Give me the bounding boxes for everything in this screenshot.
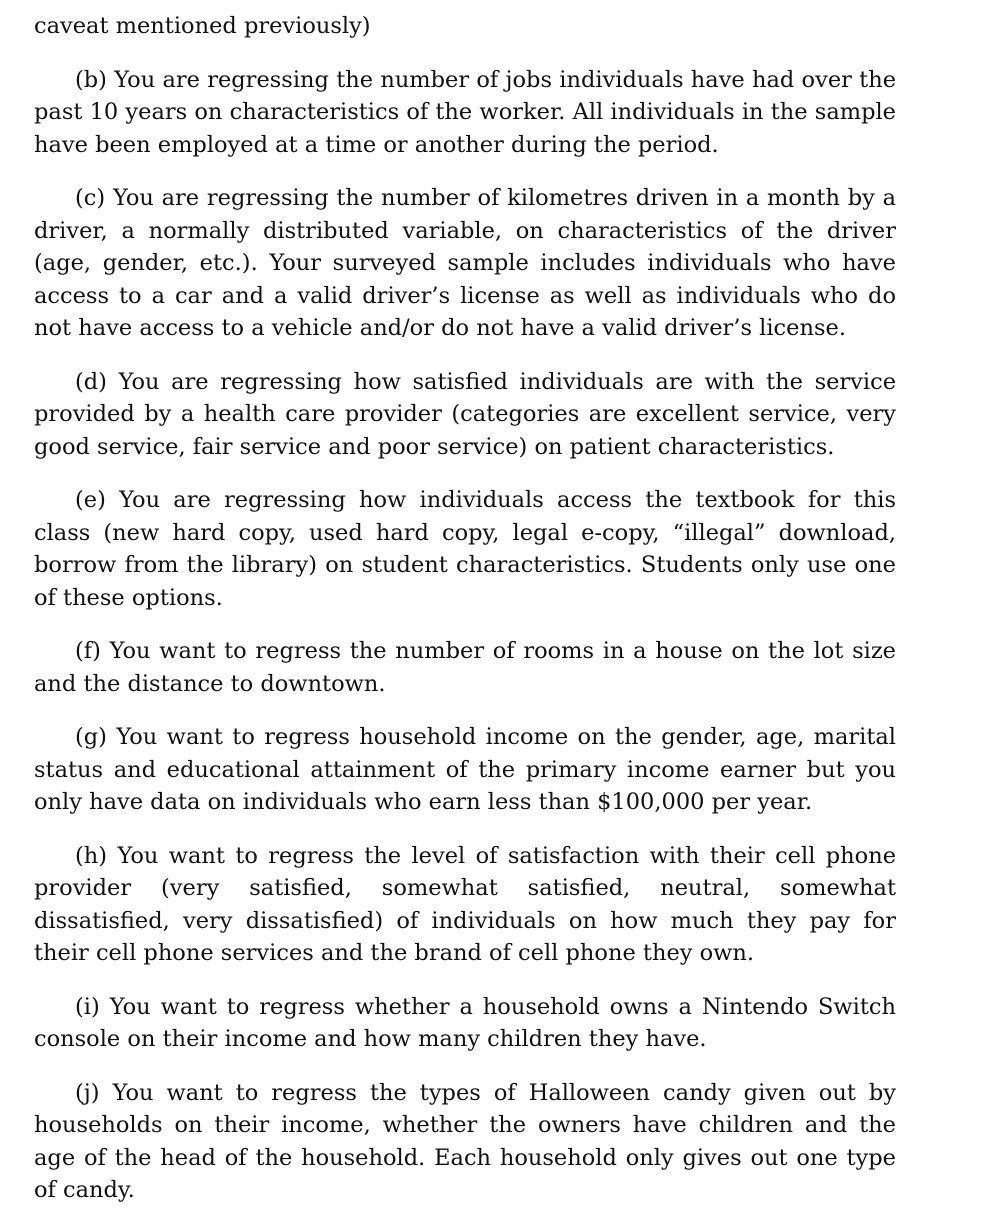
item-h (34, 840, 896, 970)
item-label: (g) (75, 724, 107, 750)
item-j (34, 1077, 896, 1207)
item-text: You want to regress the level of satisfaction with their cell phone provider (very satisfied, somewhat satisfied, neutral, somewhat dissatisfied, very dissatisfied) of individuals on how much they pay for their cell phone services and the brand of cell phone they own. (34, 842, 897, 966)
item-label: (c) (75, 185, 106, 211)
item-label: (f) (75, 638, 101, 664)
item-text: You are regressing how individuals access the textbook for this class (new hard copy, used hard copy, legal e-copy, “illegal” download, borrow from the library) on student characteristics. Students only use one of these options. (34, 487, 896, 611)
item-text: You are regressing the number of kilometres driven in a month by a driver, a normally distributed variable, on characteristics of the driver (age, gender, etc.). Your surveyed sample includes individuals who have access to a car and a valid driver’s license as well as individuals who do not have access to a vehicle and/or do not have a valid driver’s license. (34, 185, 896, 341)
item-c (34, 182, 896, 345)
lead-fragment: caveat mentioned previously) (34, 13, 371, 39)
item-text: You want to regress the types of Halloween candy given out by households on their income, whether the owners have children and the age of the head of the household. Each household only gives out one type of candy. (34, 1079, 896, 1203)
item-label: (i) (75, 993, 100, 1020)
item-label: (h) (75, 842, 108, 869)
item-text: You want to regress household income on the gender, age, marital status and educational attainment of the primary income earner but you only have data on individuals who earn less than $100,000 per year. (34, 724, 896, 815)
item-b (34, 64, 896, 162)
item-text: You are regressing the number of jobs individuals have had over the past 10 years on characteristics of the worker. All individuals in the sample have been employed at a time or another during the period. (34, 66, 897, 158)
item-text: You want to regress whether a household owns a Nintendo Switch console on their income and how many children they have. (34, 993, 897, 1052)
item-g (34, 721, 896, 819)
item-label: (e) (75, 487, 106, 513)
item-label: (j) (75, 1079, 100, 1106)
item-text: You want to regress the number of rooms in a house on the lot size and the distance to downtown. (34, 638, 896, 697)
item-f (34, 635, 896, 700)
item-i (34, 991, 896, 1056)
item-label: (d) (75, 368, 107, 395)
item-d (34, 366, 896, 464)
item-e (34, 484, 896, 614)
item-label: (b) (75, 66, 107, 93)
document-page (34, 10, 896, 1207)
item-text: You are regressing how satisfied individuals are with the service provided by a health care provider (categories are excellent service, very good service, fair service and poor service) on patient characteristics. (34, 368, 897, 460)
